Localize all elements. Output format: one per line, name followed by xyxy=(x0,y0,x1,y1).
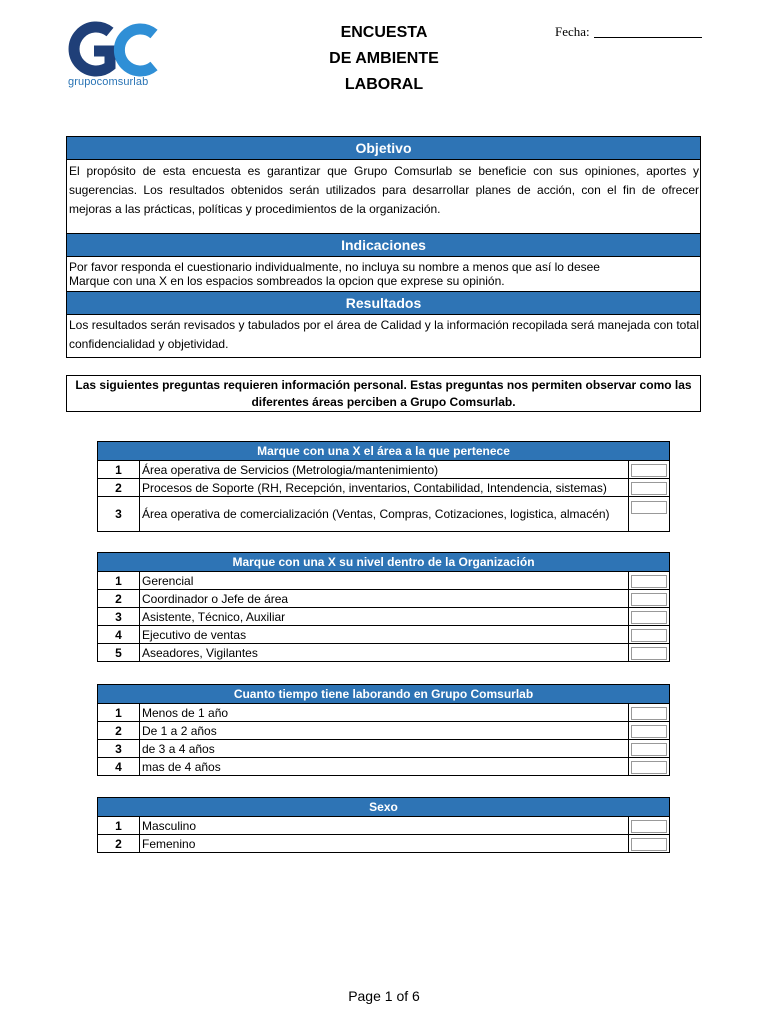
option-label: Ejecutivo de ventas xyxy=(140,626,629,644)
answer-box[interactable] xyxy=(631,611,667,624)
table-row xyxy=(98,704,670,722)
sexo-question-table xyxy=(97,797,670,853)
option-label: Procesos de Soporte (RH, Recepción, inventarios, Contabilidad, Intendencia, sistemas) xyxy=(140,479,629,497)
option-number: 2 xyxy=(98,722,140,740)
option-number: 2 xyxy=(98,479,140,497)
indicaciones-line-2: Marque con una X en los espacios sombreados la opcion que exprese su opinión. xyxy=(69,274,505,288)
title-line: LABORAL xyxy=(344,76,424,93)
answer-cell[interactable] xyxy=(629,497,670,532)
indicaciones-heading: Indicaciones xyxy=(67,233,700,257)
option-label: Gerencial xyxy=(140,572,629,590)
table-row xyxy=(98,644,670,662)
option-label: Femenino xyxy=(140,835,629,853)
table-row xyxy=(98,758,670,776)
personal-info-note: Las siguientes preguntas requieren información personal. Estas preguntas nos permiten observar como las diferentes áreas perciben a Grupo Comsurlab. xyxy=(66,375,701,412)
table-row xyxy=(98,817,670,835)
answer-box[interactable] xyxy=(631,482,667,495)
option-label: Aseadores, Vigilantes xyxy=(140,644,629,662)
answer-cell[interactable] xyxy=(629,608,670,626)
answer-cell[interactable] xyxy=(629,572,670,590)
table-row xyxy=(98,626,670,644)
answer-box[interactable] xyxy=(631,707,667,720)
option-label: Asistente, Técnico, Auxiliar xyxy=(140,608,629,626)
answer-cell[interactable] xyxy=(629,722,670,740)
answer-cell[interactable] xyxy=(629,758,670,776)
answer-box[interactable] xyxy=(631,464,667,477)
answer-box[interactable] xyxy=(631,593,667,606)
date-blank-line[interactable] xyxy=(594,37,702,38)
title-line: DE AMBIENTE xyxy=(329,50,439,67)
title-line: ENCUESTA xyxy=(340,24,428,41)
page-title xyxy=(300,20,468,98)
date-label: Fecha: xyxy=(555,24,590,39)
option-number: 1 xyxy=(98,817,140,835)
area-question-table xyxy=(97,441,670,532)
option-number: 1 xyxy=(98,704,140,722)
option-label: mas de 4 años xyxy=(140,758,629,776)
option-number: 2 xyxy=(98,835,140,853)
option-label: Menos de 1 año xyxy=(140,704,629,722)
nivel-question-heading: Marque con una X su nivel dentro de la Organización xyxy=(98,553,670,572)
table-row xyxy=(98,461,670,479)
sexo-question-heading: Sexo xyxy=(98,798,670,817)
answer-box[interactable] xyxy=(631,761,667,774)
answer-cell[interactable] xyxy=(629,704,670,722)
option-label: Coordinador o Jefe de área xyxy=(140,590,629,608)
option-number: 3 xyxy=(98,740,140,758)
table-row xyxy=(98,590,670,608)
answer-box[interactable] xyxy=(631,501,667,514)
intro-block xyxy=(66,136,701,358)
option-label: De 1 a 2 años xyxy=(140,722,629,740)
area-question-heading: Marque con una X el área a la que pertenece xyxy=(98,442,670,461)
option-label: de 3 a 4 años xyxy=(140,740,629,758)
answer-cell[interactable] xyxy=(629,644,670,662)
option-number: 1 xyxy=(98,572,140,590)
option-label: Masculino xyxy=(140,817,629,835)
answer-cell[interactable] xyxy=(629,740,670,758)
table-row xyxy=(98,608,670,626)
answer-box[interactable] xyxy=(631,575,667,588)
answer-box[interactable] xyxy=(631,743,667,756)
nivel-question-table xyxy=(97,552,670,662)
answer-cell[interactable] xyxy=(629,590,670,608)
option-label: Área operativa de Servicios (Metrologia/mantenimiento) xyxy=(140,461,629,479)
objetivo-text: El propósito de esta encuesta es garantizar que Grupo Comsurlab se beneficie con sus opiniones, aportes y sugerencias. Los resultados obtenidos serán utilizados para desarrollar planes de acción, con el fin de ofrecer mejoras a las prácticas, políticas y procedimientos de la organización. xyxy=(69,164,699,216)
option-number: 5 xyxy=(98,644,140,662)
answer-cell[interactable] xyxy=(629,626,670,644)
answer-cell[interactable] xyxy=(629,817,670,835)
tiempo-question-heading: Cuanto tiempo tiene laborando en Grupo Comsurlab xyxy=(98,685,670,704)
indicaciones-text xyxy=(67,257,700,291)
option-number: 3 xyxy=(98,608,140,626)
table-row xyxy=(98,572,670,590)
date-field[interactable] xyxy=(555,24,702,40)
answer-box[interactable] xyxy=(631,629,667,642)
answer-box[interactable] xyxy=(631,647,667,660)
option-number: 4 xyxy=(98,626,140,644)
page-footer: Page 1 of 6 xyxy=(348,988,420,1004)
answer-cell[interactable] xyxy=(629,479,670,497)
objetivo-heading: Objetivo xyxy=(67,137,700,160)
table-row xyxy=(98,479,670,497)
table-row xyxy=(98,722,670,740)
option-number: 3 xyxy=(98,497,140,532)
resultados-heading: Resultados xyxy=(67,291,700,315)
resultados-text: Los resultados serán revisados y tabulados por el área de Calidad y la información recopilada será manejada con total confidencialidad y objetividad. xyxy=(69,318,699,351)
indicaciones-line-1: Por favor responda el cuestionario individualmente, no incluya su nombre a menos que así lo desee xyxy=(69,260,600,274)
option-number: 4 xyxy=(98,758,140,776)
answer-box[interactable] xyxy=(631,838,667,851)
option-label: Área operativa de comercialización (Ventas, Compras, Cotizaciones, logistica, almacén) xyxy=(140,497,629,532)
answer-cell[interactable] xyxy=(629,835,670,853)
option-number: 1 xyxy=(98,461,140,479)
answer-cell[interactable] xyxy=(629,461,670,479)
answer-box[interactable] xyxy=(631,725,667,738)
table-row xyxy=(98,497,670,532)
tiempo-question-table xyxy=(97,684,670,776)
table-row xyxy=(98,740,670,758)
answer-box[interactable] xyxy=(631,820,667,833)
logo-wordmark: grupocomsurlab xyxy=(68,76,149,88)
table-row xyxy=(98,835,670,853)
option-number: 2 xyxy=(98,590,140,608)
